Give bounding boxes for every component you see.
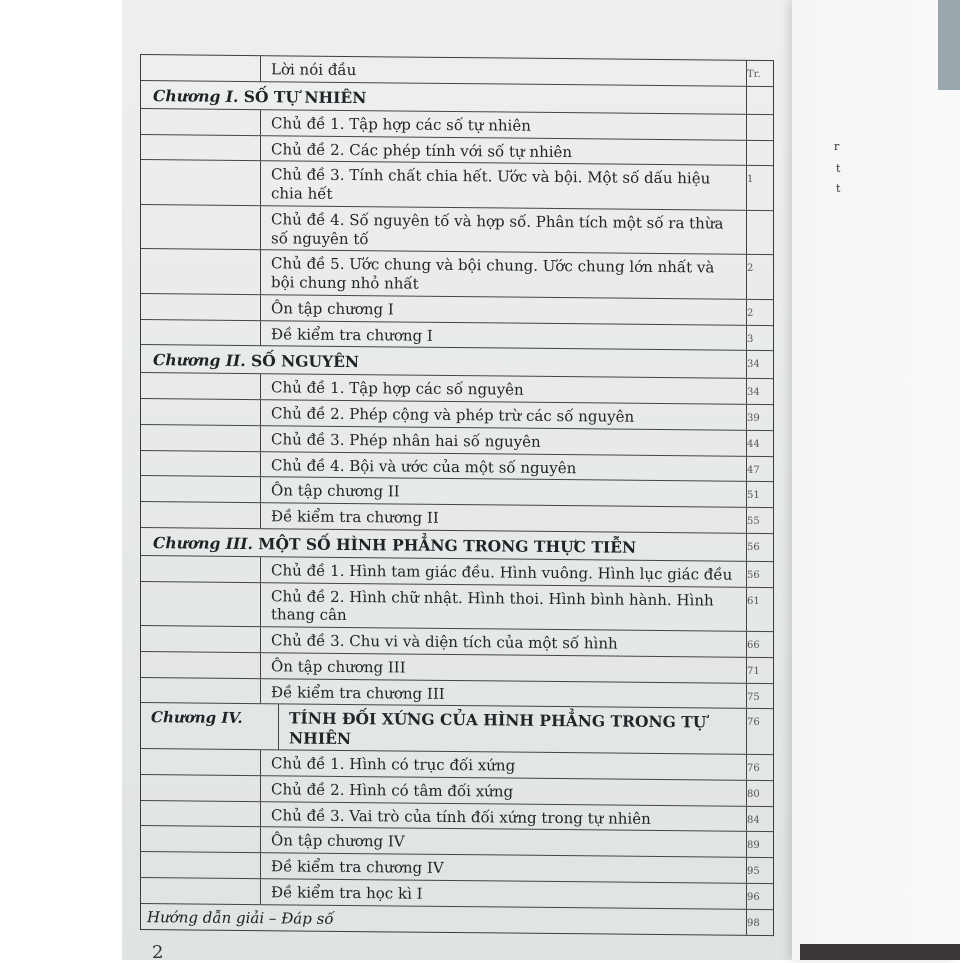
facing-page-text: t bbox=[836, 182, 841, 195]
toc-page-number: 76 bbox=[747, 717, 760, 729]
background-left bbox=[0, 0, 122, 960]
toc-page-number: 2 bbox=[747, 307, 754, 319]
facing-page-text: r bbox=[834, 140, 840, 153]
toc-page-number: 61 bbox=[747, 595, 760, 607]
toc-page-number: 56 bbox=[747, 541, 760, 553]
chapter-label: Chương II. bbox=[153, 350, 246, 371]
toc-row-answers bbox=[141, 904, 773, 935]
toc-row bbox=[141, 205, 773, 256]
chapter-label: Chương III. bbox=[153, 532, 253, 553]
facing-page bbox=[792, 0, 960, 960]
toc-entry-title: Ôn tập chương III bbox=[261, 653, 747, 682]
background-bottom bbox=[800, 944, 960, 960]
toc-entry-title: Chủ đề 2. Phép cộng và phép trừ các số nguyên bbox=[261, 400, 747, 429]
toc-page-number bbox=[747, 140, 773, 165]
toc-entry-title: Chủ đề 3. Phép nhân hai số nguyên bbox=[261, 426, 747, 455]
toc-page-number bbox=[747, 211, 773, 255]
toc-entry-title: Chủ đề 3. Vai trò của tính đối xứng trong tự nhiên bbox=[261, 802, 747, 831]
toc-page-number: 98 bbox=[747, 917, 760, 929]
toc-page-number: 34 bbox=[747, 359, 760, 371]
toc-entry-title: Chủ đề 1. Tập hợp các số nguyên bbox=[261, 374, 747, 403]
toc-page-number: 44 bbox=[747, 438, 760, 450]
toc-page-number: 51 bbox=[747, 490, 760, 502]
chapter-title: SỐ TỰ NHIÊN bbox=[243, 86, 367, 107]
toc-entry-title: Chủ đề 4. Bội và ước của một số nguyên bbox=[261, 452, 747, 481]
toc-page-number: 80 bbox=[747, 788, 760, 800]
toc-row bbox=[141, 249, 773, 300]
toc-entry-title: Đề kiểm tra chương III bbox=[261, 679, 747, 708]
toc-entry-title: Chủ đề 2. Hình chữ nhật. Hình thoi. Hình bình hành. Hình thang cân bbox=[261, 583, 747, 631]
toc-page-number: 75 bbox=[747, 691, 760, 703]
toc-entry-title: Chủ đề 5. Ước chung và bội chung. Ước chung lớn nhất và bội chung nhỏ nhất bbox=[261, 250, 747, 298]
toc-entry-title: Đề kiểm tra chương II bbox=[261, 503, 747, 532]
toc-page-number: 66 bbox=[747, 639, 760, 651]
chapter-label: Chương IV. bbox=[141, 703, 279, 749]
toc-page-number: 95 bbox=[747, 865, 760, 877]
toc-page-number: 1 bbox=[747, 174, 754, 186]
toc-page-number: 89 bbox=[747, 840, 760, 852]
toc-entry-title: Chủ đề 1. Hình tam giác đều. Hình vuông. Hình lục giác đều bbox=[261, 557, 747, 586]
chapter-title: SỐ NGUYÊN bbox=[251, 351, 360, 372]
toc-entry-title: Chủ đề 4. Số nguyên tố và hợp số. Phân tích một số ra thừa số nguyên tố bbox=[261, 206, 747, 254]
toc-page-number: Tr. bbox=[747, 68, 761, 80]
toc-page-number: 76 bbox=[747, 762, 760, 774]
toc-page-number: 71 bbox=[747, 665, 760, 677]
toc-entry-title: Ôn tập chương I bbox=[261, 295, 747, 324]
toc-entry-title: Ôn tập chương IV bbox=[261, 827, 747, 856]
chapter-title: MỘT SỐ HÌNH PHẲNG TRONG THỰC TIỄN bbox=[258, 533, 637, 557]
toc-entry-title: Hướng dẫn giải – Đáp số bbox=[141, 904, 747, 935]
toc-row bbox=[141, 582, 773, 633]
toc-page-number: 47 bbox=[747, 464, 760, 476]
chapter-title: TÍNH ĐỐI XỨNG CỦA HÌNH PHẲNG TRONG TỰ NHIÊN bbox=[279, 705, 747, 754]
toc-entry-title: Chủ đề 3. Tính chất chia hết. Ước và bội. Một số dấu hiệu chia hết bbox=[261, 161, 747, 209]
toc-entry-title: Đề kiểm tra chương IV bbox=[261, 853, 747, 882]
toc-page-number: 56 bbox=[747, 569, 760, 581]
toc-page-number: 55 bbox=[747, 515, 760, 527]
toc-entry-title: Đề kiểm tra học kì I bbox=[261, 879, 747, 908]
toc-row bbox=[141, 160, 773, 211]
toc-entry-title: Chủ đề 2. Các phép tính với số tự nhiên bbox=[261, 136, 747, 165]
toc-page-number: 96 bbox=[747, 891, 760, 903]
toc-entry-title: Chủ đề 2. Hình có tâm đối xứng bbox=[261, 776, 747, 805]
chapter-heading bbox=[141, 703, 773, 755]
toc-page-number: 34 bbox=[747, 387, 760, 399]
toc-entry-title: Chủ đề 1. Hình có trục đối xứng bbox=[261, 750, 747, 779]
toc-page-number: 3 bbox=[747, 333, 754, 345]
toc-page-number: 2 bbox=[747, 263, 754, 275]
facing-page-text: t bbox=[836, 162, 841, 175]
toc-page-number bbox=[747, 115, 773, 140]
chapter-label: Chương I. bbox=[153, 85, 239, 106]
table-of-contents bbox=[140, 54, 774, 936]
toc-entry-title: Đề kiểm tra chương I bbox=[261, 321, 747, 350]
background-corner bbox=[938, 0, 960, 90]
toc-entry-title: Chủ đề 3. Chu vi và diện tích của một số hình bbox=[261, 627, 747, 656]
toc-page-number: 39 bbox=[747, 412, 760, 424]
toc-entry-title: Chủ đề 1. Tập hợp các số tự nhiên bbox=[261, 110, 747, 139]
toc-entry-title: Lời nói đầu bbox=[261, 56, 747, 85]
toc-page-number: 84 bbox=[747, 814, 760, 826]
page-number: 2 bbox=[152, 942, 164, 963]
toc-entry-title: Ôn tập chương II bbox=[261, 477, 747, 506]
toc-page-number bbox=[747, 87, 773, 114]
